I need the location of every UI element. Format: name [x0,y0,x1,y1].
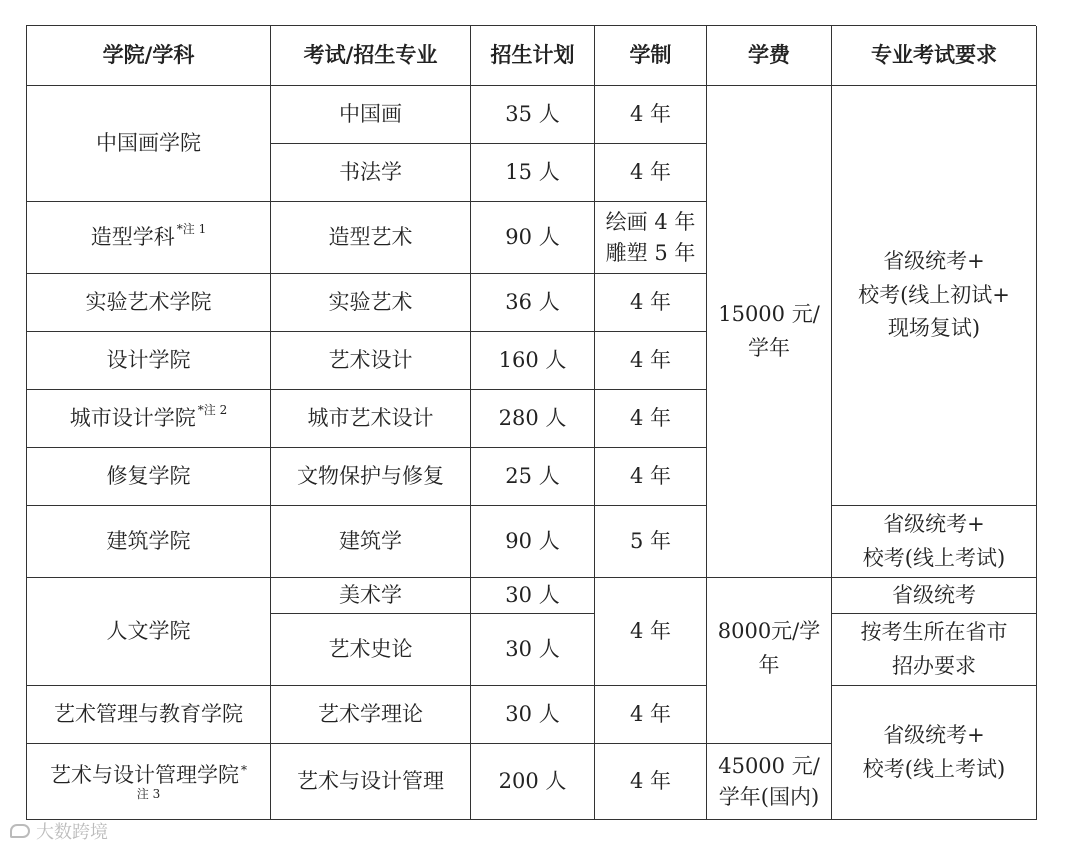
years-cell: 4 年 [595,332,707,390]
years-text: 绘画 4 年 [605,210,696,235]
plan-cell: 90 人 [471,202,595,274]
major-cell: 建筑学 [271,506,471,578]
watermark-text: 大数跨境 [36,822,108,843]
requirement-cell [832,506,1037,578]
fee-text: 45000 元/ [718,754,820,779]
major-cell: 造型艺术 [271,202,471,274]
plan-cell: 280 人 [471,390,595,448]
years-cell: 4 年 [595,578,707,686]
college-cell: 建筑学院 [27,506,271,578]
footnote-marker: *注 1 [176,222,207,237]
requirement-text: 按考生所在省市 [860,619,1008,644]
major-cell: 文物保护与修复 [271,448,471,506]
major-cell: 美术学 [271,578,471,614]
plan-cell: 35 人 [471,86,595,144]
requirement-text: 现场复试) [887,316,981,341]
college-cell: 艺术管理与教育学院 [27,686,271,744]
fee-text: 8000元/学 [717,618,821,643]
years-cell: 4 年 [595,686,707,744]
years-cell: 4 年 [595,274,707,332]
plan-cell: 30 人 [471,686,595,744]
college-cell: 设计学院 [27,332,271,390]
college-name: 城市设计学院 [69,406,196,431]
years-cell: 4 年 [595,390,707,448]
requirement-cell: 省级统考 [832,578,1037,614]
header-major: 考试/招生专业 [271,26,471,86]
requirement-text: 校考(线上初试+ [858,282,1010,307]
requirement-text: 省级统考+ [883,511,985,536]
header-years: 学制 [595,26,707,86]
major-cell: 实验艺术 [271,274,471,332]
requirement-text: 校考(线上考试) [862,756,1006,781]
footnote-marker: *注 2 [197,403,228,418]
plan-cell: 90 人 [471,506,595,578]
plan-cell: 160 人 [471,332,595,390]
requirement-cell [832,86,1037,506]
major-cell: 中国画 [271,86,471,144]
plan-cell: 30 人 [471,614,595,686]
footnote-marker: 注 3 [136,787,161,802]
major-cell: 城市艺术设计 [271,390,471,448]
college-name: 艺术与设计管理学院 [50,762,239,787]
watermark-logo-icon [10,824,30,838]
plan-cell: 36 人 [471,274,595,332]
college-cell: 实验艺术学院 [27,274,271,332]
years-text: 雕塑 5 年 [605,240,696,265]
fee-cell [707,744,832,820]
header-college: 学院/学科 [27,26,271,86]
major-cell: 书法学 [271,144,471,202]
years-cell: 4 年 [595,744,707,820]
plan-cell: 15 人 [471,144,595,202]
requirement-text: 校考(线上考试) [862,545,1006,570]
requirement-cell [832,614,1037,686]
fee-text: 15000 元/ [718,301,820,326]
plan-cell: 30 人 [471,578,595,614]
college-name: 造型学科 [90,225,175,250]
header-requirement: 专业考试要求 [832,26,1037,86]
college-cell: 中国画学院 [27,86,271,202]
college-cell: 人文学院 [27,578,271,686]
requirement-cell [832,686,1037,820]
fee-text: 学年 [748,335,790,360]
college-cell [27,744,271,820]
plan-cell: 25 人 [471,448,595,506]
requirement-text: 省级统考+ [883,249,985,274]
plan-cell: 200 人 [471,744,595,820]
major-cell: 艺术学理论 [271,686,471,744]
college-cell [27,390,271,448]
major-cell: 艺术与设计管理 [271,744,471,820]
major-cell: 艺术史论 [271,614,471,686]
years-cell: 4 年 [595,144,707,202]
major-cell: 艺术设计 [271,332,471,390]
requirement-text: 招办要求 [892,653,976,678]
header-fee: 学费 [707,26,832,86]
college-cell [27,202,271,274]
fee-text: 学年(国内) [718,784,820,809]
admissions-table [26,25,1036,820]
requirement-text: 省级统考+ [883,722,985,747]
fee-cell [707,578,832,744]
years-cell: 5 年 [595,506,707,578]
header-plan: 招生计划 [471,26,595,86]
years-cell [595,202,707,274]
footnote-marker: * [241,762,247,777]
college-cell: 修复学院 [27,448,271,506]
watermark [10,818,108,844]
fee-text: 年 [758,652,780,677]
years-cell: 4 年 [595,86,707,144]
years-cell: 4 年 [595,448,707,506]
fee-cell [707,86,832,578]
